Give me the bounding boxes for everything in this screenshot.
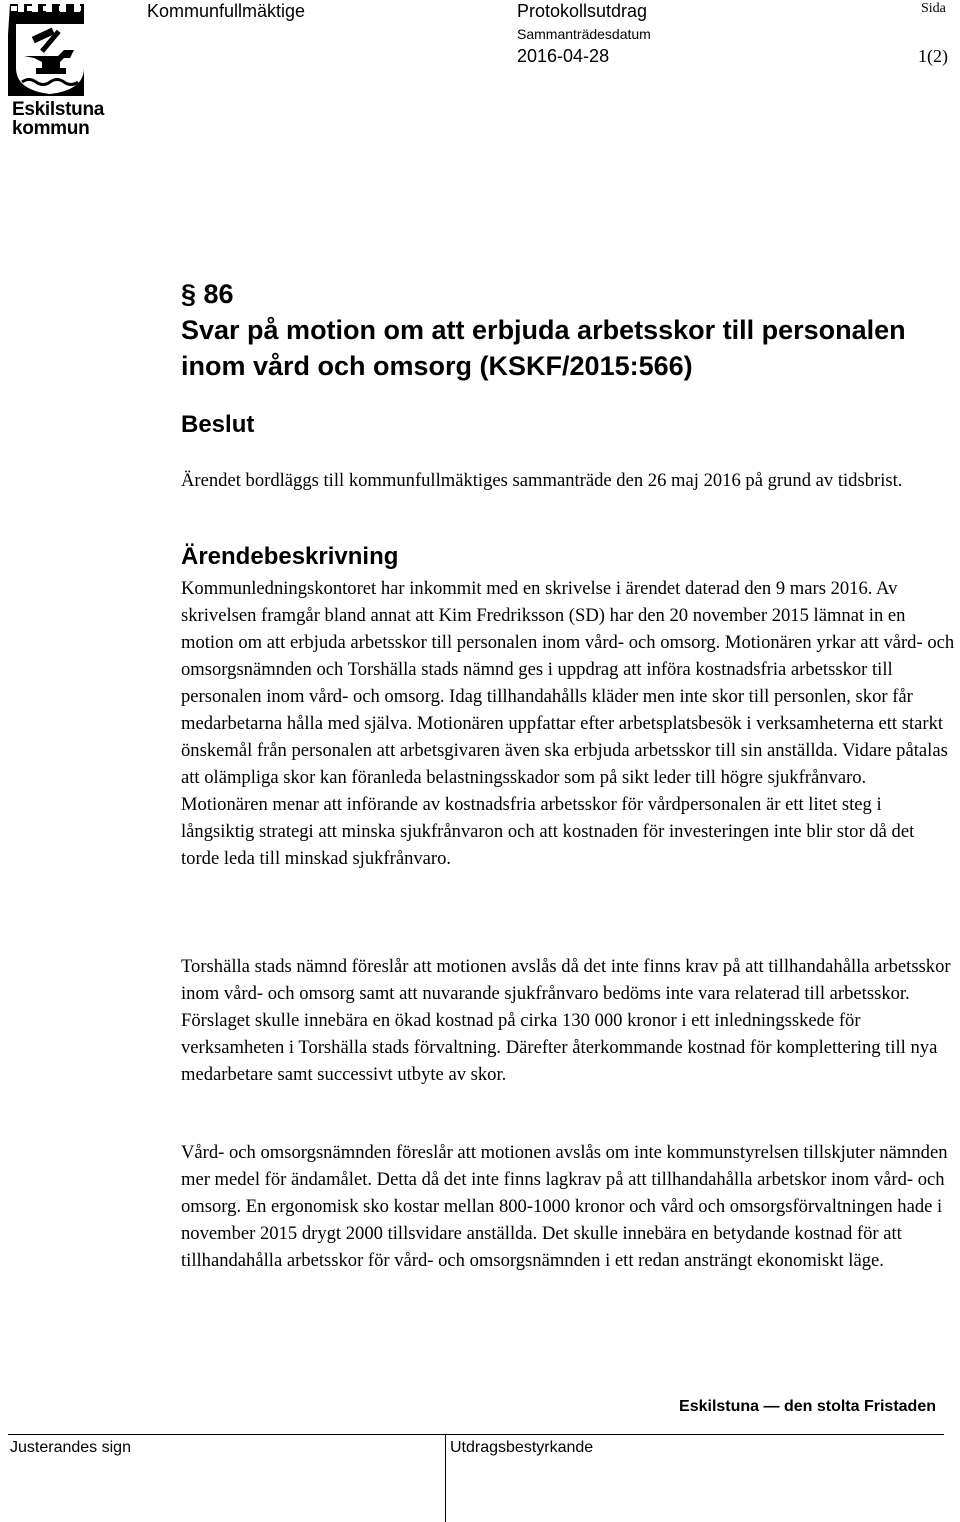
footer-sign-field: Justerandes sign: [10, 1439, 131, 1456]
arendebeskrivning-heading: Ärendebeskrivning: [181, 543, 399, 570]
header-body: Kommunfullmäktige: [147, 1, 306, 21]
footer-column-divider: [445, 1434, 446, 1522]
header-date-label: Sammanträdesdatum: [517, 26, 651, 42]
page-title: Svar på motion om att erbjuda arbetsskor till personalen inom vård och omsorg (KSKF/2015:566): [181, 315, 906, 381]
header-date: 2016-04-28: [517, 46, 610, 66]
arendebeskrivning-paragraph-2: Torshälla stads nämnd föreslår att motionen avslås då det inte finns krav på att tillhandahålla arbetsskor inom vård- och omsorg samt att nuvarande sjukfrånvaro bedöms inte vara relaterad till arbetsskor. Förslaget skulle innebära en ökad kostnad på cirka 130 000 kronor i ett inledningsskede för verksamheten i Torshälla stads förvaltning. Därefter återkommande kostnad för komplettering till nya medarbetare samt successivt utbyte av skor.: [181, 956, 951, 1085]
beslut-heading: Beslut: [181, 411, 255, 438]
footer-divider-line: [8, 1434, 944, 1435]
logo-name-line2: kommun: [12, 118, 90, 139]
header-doc-type: Protokollsutdrag: [517, 1, 648, 21]
footer-certify-field: Utdragsbestyrkande: [450, 1439, 594, 1456]
header-page-label: Sida: [921, 1, 946, 16]
arendebeskrivning-paragraph-1: Kommunledningskontoret har inkommit med en skrivelse i ärendet daterad den 9 mars 2016. Av skrivelsen framgår bland annat att Kim Fredriksson (SD) har den 20 november 2015 lämnat in en motion om att erbjuda arbetsskor till personalen inom vård- och omsorg. Motionären yrkar att vård- och omsorgsnämnden och Torshälla stads nämnd ges i uppdrag att införa kostnadsfria arbetsskor till personalen inom vård- och omsorg. Idag tillhandahålls kläder men inte skor till personlen, skor får medarbetarna hålla med själva. Motionären uppfattar efter arbetsplatsbesök i verksamheterna ett starkt önskemål från personalen att arbetsgivaren även ska erbjuda arbetsskor till sin anställda. Vidare påtalas att olämpliga skor kan föranleda belastningsskador som på sikt leder till högre sjukfrånvaro. Motionären menar att införande av kostnadsfria arbetsskor för vårdpersonalen är ett litet steg i långsiktig strategi att minska sjukfrånvaron och att kostnaden för investeringen inte blir stor då det torde leda till minskad sjukfrånvaro.: [181, 578, 955, 869]
footer-motto: Eskilstuna — den stolta Fristaden: [679, 1398, 936, 1415]
municipality-logo: [8, 2, 105, 139]
beslut-text: Ärendet bordläggs till kommunfullmäktiges sammanträde den 26 maj 2016 på grund av tidsbrist.: [181, 470, 903, 491]
arendebeskrivning-paragraph-3: Vård- och omsorgsnämnden föreslår att motionen avslås om inte kommunstyrelsen tillskjuter nämnden mer medel för ändamålet. Detta då det inte finns lagkrav på att tillhandahålla arbetskor inom vård- och omsorg. En ergonomisk sko kostar mellan 800-1000 kronor och vård och omsorgsförvaltningen hade i november 2015 drygt 2000 tillsvidare anställda. Det skulle innebära en betydande kostnad för att tillhandahålla arbetsskor för vård- och omsorgsnämnden i ett redan ansträngt ekonomiskt läge.: [181, 1142, 948, 1271]
coat-of-arms-icon: [8, 2, 92, 98]
section-number: § 86: [181, 279, 234, 309]
logo-name-line1: Eskilstuna: [12, 99, 105, 120]
header-page-number: 1(2): [918, 46, 948, 66]
